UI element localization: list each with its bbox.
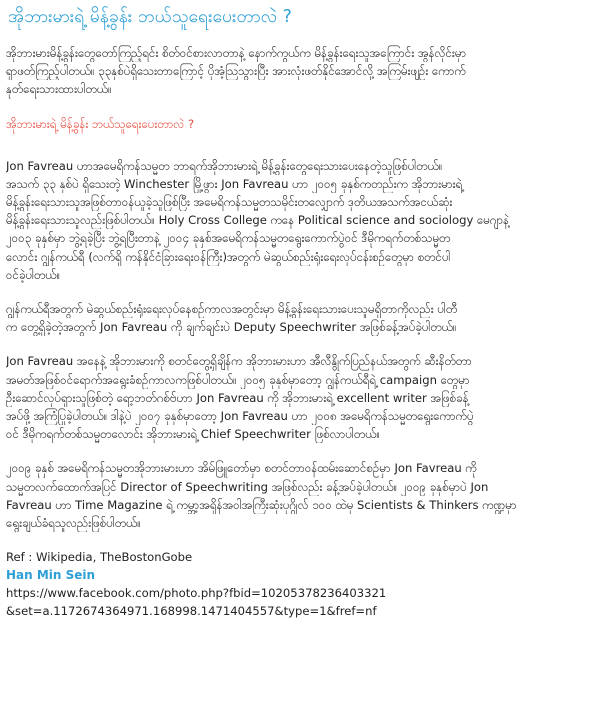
- paragraph-line: မိန့်ခွန်းရေးသားသူအဖြစ်တာဝန်ယူခဲ့သူဖြစ်ပြီး အမေရိကန်သမ္မတသမိုင်းတလျှောက် ဒုတိယအသက်အငယ်ဆုံး: [6, 195, 453, 210]
- intro-line: နုတ်ရေးသားထားပါတယ်။: [6, 82, 112, 97]
- body-paragraph-3: [6, 352, 592, 443]
- paragraph-line: Jon Favreau ဟာအမေရိကန်သမ္မတ ဘာရက်အိုဘားမားရဲ့ မိန့်ခွန်းတွေရေးသားပေးနေတဲ့သူဖြစ်ပါတယ်။: [6, 158, 443, 173]
- article: [6, 6, 592, 620]
- paragraph-line: အသက် ၃၃ နှစ်ပဲ ရှိသေးတဲ့ Winchester မြို့ဖွား Jon Favreau ဟာ ၂၀၀၅ ခုနှစ်ကတည်းက အိုဘားမားရဲ့: [6, 176, 463, 191]
- source-url[interactable]: [6, 584, 592, 620]
- paragraph-line: Jon Favreau အနေနဲ့ အိုဘားမားကို စတင်တွေ့ရှိချိန်က အိုဘားမားဟာ အီလီနွိုက်ပြည်နယ်အတွက် ဆီးနိတ်တာ: [6, 354, 472, 369]
- intro-line: အိုဘားမားမိန့်ခွန်းတွေတော်ကြည့်ရင်း စိတ်ဝင်စားလာတာနဲ့ နောက်ကွယ်က မိန့်ခွန်းရေးသူအကြောင်း အွန်လိုင်းမှာ: [6, 46, 467, 60]
- paragraph-line: ဝင်ခဲ့ပါတယ်။: [6, 267, 61, 282]
- paragraph-line: ဝင် ဒီမိုကရက်တစ်သမ္မတလောင်း အိုဘားမားရဲ့ Chief Speechwriter ဖြစ်လာပါတယ်။: [6, 427, 381, 442]
- paragraph-line: ဦးဆောင်လုပ်ရှားသူဖြစ်တဲ့ ရော့ဘတ်ဂစ်ဗ်ဟာ Jon Favreau ကို အိုဘားမားရဲ့ excellent writer အဖြစ်ခန့်: [6, 390, 469, 405]
- paragraph-line: Favreau ဟာ Time Magazine ရဲ့ ကမ္ဘာ့အရှိန်အဝါအကြီးဆုံးပုဂ္ဂိုလ် ၁၀၀ ထဲမှ Scientists & Thinkers ကဏ္ဍမှာ: [6, 497, 517, 512]
- paragraph-line: ဂျွန်ကယ်ရီအတွက် မဲဆွယ်စည်းရုံးရေးလုပ်နေစဉ်ကာလအတွင်းမှာ မိန့်ခွန်းရေးသားပေးသူမရှိတာကိုလည်း ပါတီ: [6, 302, 458, 317]
- body-paragraph-1: [6, 157, 592, 284]
- paragraph-line: ရွေးချယ်ခံရသူလည်းဖြစ်ပါတယ်။: [6, 516, 141, 531]
- body-paragraph-4: [6, 459, 592, 532]
- intro-line: ရှာဖတ်ကြည့်ပါတယ်။ ၃၃နှစ်ပဲရှိသေးတာကြောင့် ပိုအံ့သြသွားပြီး အားလုံးဖတ်နိုင်အောင်လို့ အကြမ်းဖျဉ်း ကောက်: [6, 64, 466, 79]
- intro-paragraph: [6, 44, 592, 99]
- paragraph-line: က တွေ့ရှိခဲ့တဲ့အတွက် Jon Favreau ကို ချက်ချင်းပဲ Deputy Speechwriter အဖြစ်ခန့်အပ်ခဲ့ပါတယ်။: [6, 320, 457, 335]
- paragraph-line: လောင်း ဂျွန်ကယ်ရီ (လက်ရှိ ကန်နိုင်ငံခြားရေးဝန်ကြီး)အတွက် မဲဆွယ်စည်းရုံးရေးလုပ်ငန်းစဉ်တွေမှာ စတင်ပါ: [6, 249, 451, 264]
- paragraph-line: အမတ်အဖြစ်ဝင်ရောက်အရွေးခံစဉ်ကာလကဖြစ်ပါတယ်။ ၂၀၀၅ ခုနှစ်မှာတော့ ဂျွန်ကယ်ရီရဲ့ campaign တွေမှာ: [6, 372, 470, 387]
- body-paragraph-2: [6, 300, 592, 336]
- source-url-line[interactable]: &set=a.1172674364971.168998.1471404557&type=1&fref=nf: [6, 604, 377, 619]
- section-subheading: အိုဘားမားရဲ့ မိန့်ခွန်း ဘယ်သူရေးပေးတာလဲ ?: [6, 116, 195, 131]
- paragraph-line: သမ္မတလက်ထောက်အပြင် Director of Speechwriting အဖြစ်လည်း ခန့်အပ်ခဲ့ပါတယ်။ ၂၀၀၉ ခုနှစ်မှာပဲ Jon: [6, 479, 489, 494]
- paragraph-line: မိန့်ခွန်းရေးသားသူလည်းဖြစ်ပါတယ်။ Holy Cross College ကနေ Political science and sociology မေဂျာနဲ့: [6, 213, 510, 228]
- source-url-line[interactable]: https://www.facebook.com/photo.php?fbid=10205378236403321: [6, 586, 387, 601]
- paragraph-line: အပ်ဖို့ အကြံပြုခဲ့ပါတယ်။ ဒါနဲ့ပဲ ၂၀၀၇ ခုနှစ်မှာတော့ Jon Favreau ဟာ ၂၀၀၈ အမေရိကန်သမ္မတရွေးကောက်ပွဲ: [6, 409, 474, 424]
- paragraph-line: ၂၀၀၉ ခုနှစ် အမေရိကန်သမ္မတအိုဘားမားဟာ အိမ်ဖြူတော်မှာ စတင်တာဝန်ထမ်းဆောင်စဉ်မှာ Jon Favreau ကို: [6, 461, 477, 476]
- article-title: အိုဘားမားရဲ့ မိန့်ခွန်း ဘယ်သူရေးပေးတာလဲ ?: [8, 7, 292, 27]
- paragraph-line: ၂၀၀၃ ခုနှစ်မှာ ဘွဲ့ရခဲ့ပြီး ဘွဲ့ရပြီးတာနဲ့ ၂၀၀၄ ခုနှစ်အမေရိကန်သမ္မတရွေးကောက်ပွဲဝင် ဒီမိုကရက်တစ်သမ္မတ: [6, 231, 451, 246]
- reference-line: Ref : Wikipedia, TheBostonGobe: [6, 550, 193, 565]
- author-name[interactable]: Han Min Sein: [6, 568, 96, 583]
